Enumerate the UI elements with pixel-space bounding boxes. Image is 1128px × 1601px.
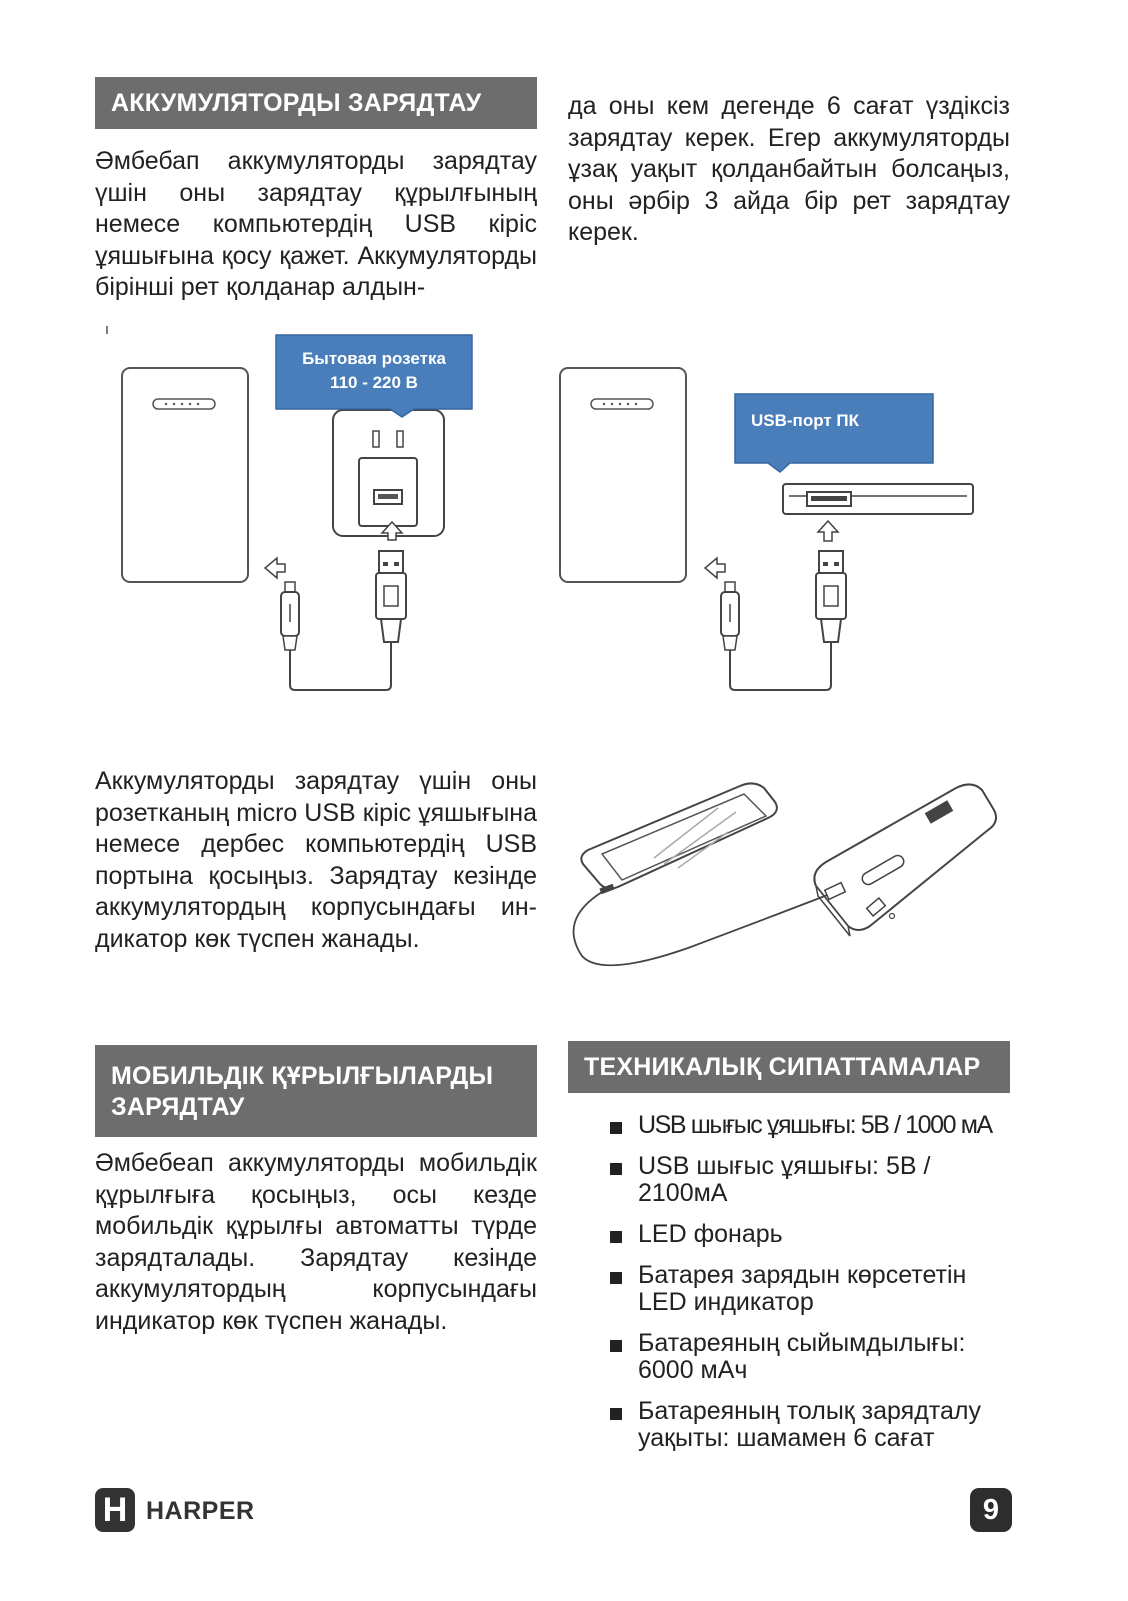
- brand-name: HARPER: [146, 1497, 255, 1525]
- spec-item: USB шығыс ұяшығы: 5В / 1000 мА: [568, 1112, 1010, 1139]
- spec-item: Батареяның сыйымдылығы: 6000 мАч: [568, 1330, 1010, 1384]
- usb-plug-illustration-right: [816, 551, 846, 642]
- outlet-callout-line2: 110 - 220 В: [330, 373, 418, 392]
- pc-callout: [735, 394, 933, 472]
- paragraph-charging-mobile-devices: Әмбебеап аккумуляторды мобильдік құрылғыға қосыңыз, осы кезде мобильдік құрылғы автоматты түрде зарядталады. Зарядтау кезінде аккумулятордың корпусындағы индикатор көк түспен жанады.: [95, 1149, 537, 1335]
- power-bank-illustration-angled: [814, 784, 996, 936]
- paragraph-charging-battery-left: Әмбебап аккумуляторды зарядтау үшін оны зарядтау құрылғының немесе компьютердің USB кіріс ұяшығына қосу қажет. Аккумуляторды бірінші рет қолданар алдын-: [95, 147, 537, 302]
- micro-usb-plug-illustration-right: [721, 582, 739, 650]
- section-heading-charging-battery: АККУМУЛЯТОРДЫ ЗАРЯДТАУ: [95, 77, 537, 129]
- smartphone-illustration: [581, 783, 777, 894]
- outlet-callout-line1: Бытовая розетка: [302, 349, 446, 368]
- harper-logo-icon: H: [95, 1488, 135, 1532]
- section-heading-charging-mobile-devices: МОБИЛЬДІК ҚҰРЫЛҒЫЛАРДЫ ЗАРЯДТАУ: [95, 1045, 537, 1137]
- charging-diagram: [95, 320, 1015, 700]
- usb-plug-illustration-left: [376, 551, 406, 642]
- spec-item: Батареяның толық зарядталу уақыты: шамамен 6 сағат: [568, 1398, 1010, 1452]
- specifications-list: [568, 1112, 1010, 1466]
- phone-and-power-bank-illustration: [568, 780, 1008, 970]
- page-number: 9: [970, 1488, 1012, 1532]
- wall-outlet-illustration: [333, 410, 444, 536]
- spec-item: LED фонарь: [568, 1221, 1010, 1248]
- micro-usb-plug-illustration-left: [281, 582, 299, 650]
- power-bank-illustration-left: [122, 368, 248, 582]
- charging-cable-illustration: [574, 883, 846, 966]
- power-bank-illustration-right: [560, 368, 686, 582]
- paragraph-outlet-charging: Аккумуляторды зарядтау үшін оны розетканың micro USB кіріс ұяшығына немесе дербес компьютердің USB портына қосыңыз. Зарядтау кезінде аккумулятордың корпусындағы индикатор көк түспен жанады.: [95, 767, 537, 953]
- spec-item: Батарея зарядын көрсететін LED индикатор: [568, 1262, 1010, 1316]
- section-heading-specifications: ТЕХНИКАЛЫҚ СИПАТТАМАЛАР: [568, 1041, 1010, 1093]
- pc-callout-text: USB-порт ПК: [751, 411, 860, 430]
- pc-usb-port-illustration: [783, 484, 973, 514]
- spec-item: USB шығыс ұяшығы: 5В / 2100мА: [568, 1153, 1010, 1207]
- paragraph-charging-battery-right: да оны кем дегенде 6 сағат үздіксіз зарядтау керек. Егер аккумуляторды ұзақ уақыт қолданбайтын болсаңыз, оны әрбір 3 айда бір рет зарядтау керек.: [568, 92, 1010, 247]
- outlet-callout: [276, 335, 472, 417]
